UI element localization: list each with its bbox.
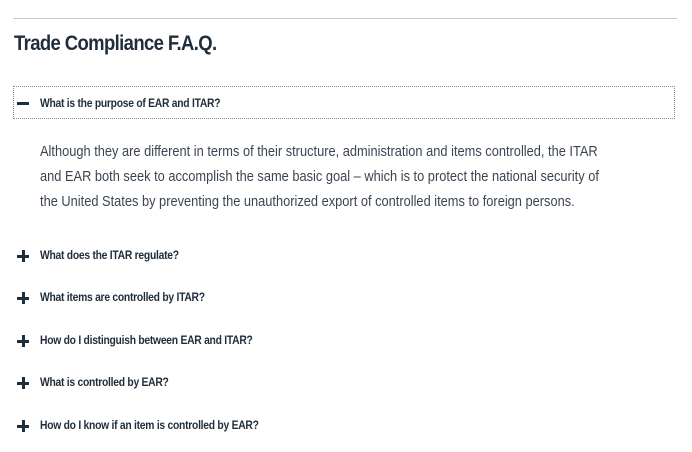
faq-item-expanded[interactable] xyxy=(13,86,675,119)
plus-icon xyxy=(17,335,29,347)
faq-question: What does the ITAR regulate? xyxy=(40,248,179,262)
faq-question: What items are controlled by ITAR? xyxy=(40,290,205,304)
faq-question: How do I know if an item is controlled by EAR? xyxy=(40,418,259,432)
faq-question: How do I distinguish between EAR and ITAR? xyxy=(40,333,253,347)
plus-icon xyxy=(17,377,29,389)
answer-line: Although they are different in terms of their structure, administration and items controlled, the ITAR xyxy=(40,143,598,160)
faq-item-distinguish[interactable] xyxy=(13,329,613,353)
plus-icon xyxy=(17,420,29,432)
plus-icon xyxy=(17,292,29,304)
page-title: Trade Compliance F.A.Q. xyxy=(14,32,217,55)
faq-question: What is controlled by EAR? xyxy=(40,375,169,389)
answer-line: the United States by preventing the unauthorized export of controlled items to foreign persons. xyxy=(40,193,575,210)
faq-answer xyxy=(40,139,680,214)
minus-icon xyxy=(17,97,29,109)
answer-line: and EAR both seek to accomplish the same basic goal – which is to protect the national security of xyxy=(40,168,599,185)
faq-item-itar-regulate[interactable] xyxy=(13,244,613,268)
faq-question: What is the purpose of EAR and ITAR? xyxy=(40,96,221,110)
faq-item-ear-controlled[interactable] xyxy=(13,371,613,395)
top-divider xyxy=(13,18,677,19)
faq-item-ear-know[interactable] xyxy=(13,414,613,438)
faq-item-itar-items[interactable] xyxy=(13,286,613,310)
plus-icon xyxy=(17,250,29,262)
